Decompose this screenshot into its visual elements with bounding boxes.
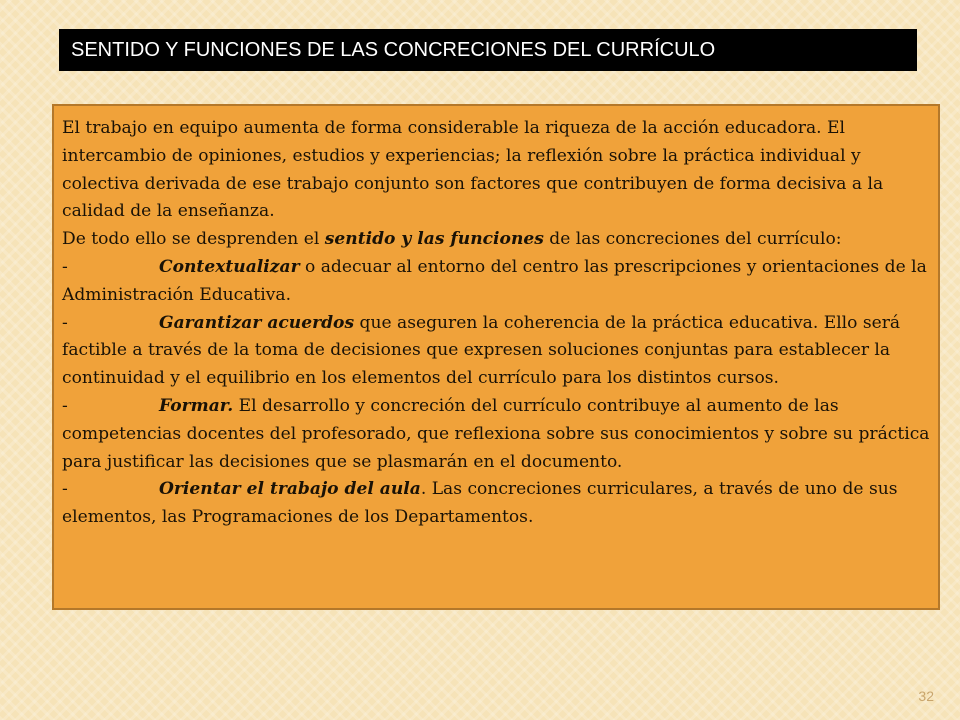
item-text: o adecuar al entorno del centro las prescripciones y orientaciones de la Administración Educativa. [62, 256, 927, 305]
item-dash: - [62, 395, 68, 416]
item-dash: - [62, 312, 68, 333]
item-keyword: Garantizar acuerdos [159, 312, 355, 333]
function-item-orientar [62, 476, 930, 532]
item-dash: - [62, 256, 68, 277]
item-keyword: Formar. [159, 395, 234, 416]
item-text: El desarrollo y concreción del currículo contribuye al aumento de las competencias docentes del profesorado, que reflexiona sobre sus conocimientos y sobre su práctica para justificar las decisiones que se plasmarán en el documento. [62, 395, 930, 472]
item-text: . Las concreciones curriculares, a través de uno de sus elementos, las Programaciones de los Departamentos. [62, 479, 898, 528]
content-box [52, 104, 940, 610]
lead-emphasis: sentido y las funciones [324, 229, 544, 250]
function-item-garantizar [62, 310, 930, 393]
intro-paragraph: El trabajo en equipo aumenta de forma considerable la riqueza de la acción educadora. El intercambio de opiniones, estudios y experiencias; la reflexión sobre la práctica individual y colectiva derivada de ese trabajo conjunto son factores que contribuyen de forma decisiva a la calidad de la enseñanza. [62, 118, 884, 222]
lead-text-after: de las concreciones del currículo: [543, 229, 842, 250]
lead-paragraph [62, 226, 930, 254]
lead-text-before: De todo ello se desprenden el [62, 229, 325, 250]
function-item-formar [62, 393, 930, 476]
item-text: que aseguren la coherencia de la práctica educativa. Ello será factible a través de la toma de decisiones que expresen soluciones conjuntas para establecer la continuidad y el equilibrio en los elementos del currículo para los distintos cursos. [62, 312, 901, 389]
slide-title: SENTIDO Y FUNCIONES DE LAS CONCRECIONES DEL CURRÍCULO [59, 29, 917, 71]
item-keyword: Orientar el trabajo del aula [159, 479, 421, 500]
function-item-contextualizar [62, 254, 930, 310]
item-keyword: Contextualizar [159, 256, 300, 277]
page-number: 32 [918, 688, 934, 704]
item-dash: - [62, 479, 68, 500]
